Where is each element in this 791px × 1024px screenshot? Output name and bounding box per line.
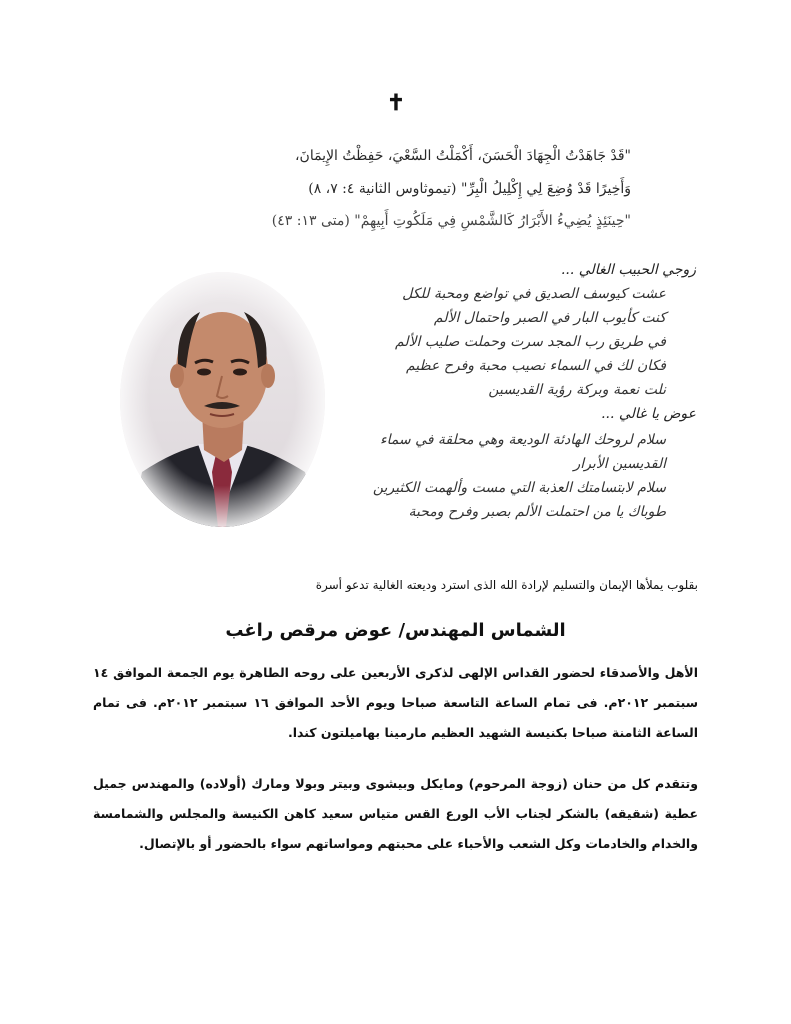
deceased-name: الشماس المهندس/ عوض مرقص راغب <box>225 620 566 641</box>
bible-verse-2: وَأَخِيرًا قَدْ وُضِعَ لِي إِكْلِيلُ الْبِرِّ" (تيموثاوس الثانية ٤: ٧، ٨) <box>308 181 631 197</box>
intro-text: بقلوب يملأها الإيمان والتسليم لإرادة الله الذى استرد وديعته الغالية تدعو أسرة <box>315 578 698 592</box>
poem-heading-1: زوجي الحبيب الغالي ... <box>560 262 696 278</box>
poem-line: القديسين الأبرار <box>573 456 666 472</box>
bible-verse-3: "حِينَئِذٍ يُضِيءُ الأَبْرَارُ كَالشَّمْسِ فِي مَلَكُوتِ أَبِيهِمْ" (متى ١٣: ٤٣) <box>271 213 631 229</box>
poem-line: طوباك يا من احتملت الألم بصبر وفرح ومحبة <box>408 504 666 520</box>
bible-verse-1: "قَدْ جَاهَدْتُ الْجِهَادَ الْحَسَنَ، أَكْمَلْتُ السَّعْيَ، حَفِظْتُ الإِيمَانَ، <box>295 148 631 164</box>
poem-heading-2: عوض يا غالي ... <box>601 406 696 422</box>
poem-line: عشت كيوسف الصديق في تواضع ومحبة للكل <box>402 286 666 302</box>
poem-line: سلام لروحك الهادئة الوديعة وهي محلقة في سماء <box>379 432 666 448</box>
cross-icon: ✝ <box>386 90 406 116</box>
poem-line: فكان لك في السماء نصيب محبة وفرح عظيم <box>405 358 666 374</box>
poem-line: كنت كأيوب البار في الصبر واحتمال الألم <box>433 310 666 326</box>
poem-line: نلت نعمة وبركة رؤية القديسين <box>488 382 666 398</box>
portrait-photo <box>120 272 325 527</box>
thanks-paragraph: وتتقدم كل من حنان (زوجة المرحوم) ومايكل وبيشوى وبيتر وبولا ومارك (أولاده) والمهندس جميل عطية (شقيقه) بالشكر لجناب الأب الورع القس متياس سعيد كاهن الكنيسة والمجلس والشمامسة والخدام والخادمات وكل الشعب والأحباء على محبتهم ومواساتهم سواء بالحضور أو بالإتصال. <box>93 776 698 851</box>
portrait-image <box>120 272 325 527</box>
mass-announcement-paragraph: الأهل والأصدقاء لحضور القداس الإلهى لذكرى الأربعين على روحه الطاهرة يوم الجمعة الموافق ١٤ سبتمبر ٢٠١٢م. فى تمام الساعة التاسعة صباحا ويوم الأحد الموافق ١٦ سبتمبر ٢٠١٢م. فى تمام الساعة الثامنة صباحا بكنيسة الشهيد العظيم مارمينا بهاميلتون كندا. <box>93 665 699 740</box>
poem-line: سلام لابتسامتك العذبة التي مست وألهمت الكثيرين <box>372 480 666 496</box>
poem-line: في طريق رب المجد سرت وحملت صليب الألم <box>394 334 666 350</box>
